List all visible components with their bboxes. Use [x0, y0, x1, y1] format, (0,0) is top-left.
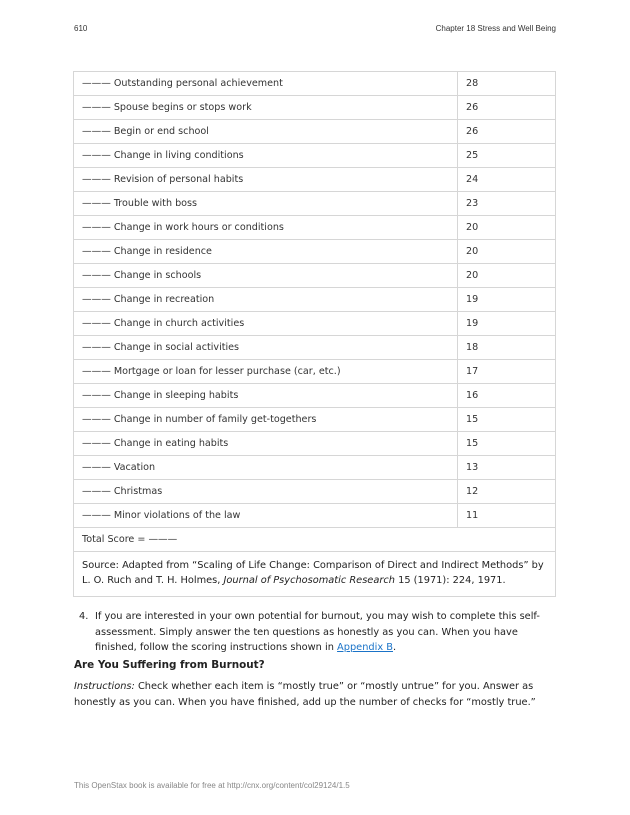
table-row — [74, 360, 556, 384]
life-event-cell: ——— Spouse begins or stops work — [74, 96, 458, 120]
life-event-cell: ——— Mortgage or loan for lesser purchase (car, etc.) — [74, 360, 458, 384]
life-event-cell: ——— Change in schools — [74, 264, 458, 288]
points-cell: 13 — [458, 456, 556, 480]
table-row — [74, 120, 556, 144]
points-cell: 24 — [458, 168, 556, 192]
points-cell: 17 — [458, 360, 556, 384]
list-number: 4. — [79, 611, 89, 622]
source-row — [74, 552, 556, 597]
table-row — [74, 144, 556, 168]
item-text-before: If you are interested in your own potential for burnout, you may wish to complete this self-assessment. Simply answer the ten questions as honestly as you can. When you have finished, follow the scoring instructions shown in — [95, 611, 540, 653]
points-cell: 23 — [458, 192, 556, 216]
item-text-after: . — [393, 642, 397, 653]
table-row — [74, 288, 556, 312]
points-cell: 26 — [458, 96, 556, 120]
instructions-paragraph — [74, 679, 556, 710]
life-event-cell: ——— Minor violations of the law — [74, 504, 458, 528]
life-event-cell: ——— Revision of personal habits — [74, 168, 458, 192]
table-row — [74, 432, 556, 456]
table-row — [74, 264, 556, 288]
life-event-cell: ——— Christmas — [74, 480, 458, 504]
table-row — [74, 168, 556, 192]
table-row — [74, 504, 556, 528]
section-heading: Are You Suffering from Burnout? — [74, 659, 265, 671]
table-row — [74, 312, 556, 336]
life-event-cell: ——— Change in residence — [74, 240, 458, 264]
table-row — [74, 384, 556, 408]
table-row — [74, 408, 556, 432]
table-row — [74, 336, 556, 360]
appendix-b-link[interactable]: Appendix B — [337, 642, 393, 653]
life-event-cell: ——— Vacation — [74, 456, 458, 480]
table-row — [74, 216, 556, 240]
total-score-row — [74, 528, 556, 552]
chapter-title: Chapter 18 Stress and Well Being — [435, 24, 556, 33]
life-event-cell: ——— Begin or end school — [74, 120, 458, 144]
life-event-cell: ——— Outstanding personal achievement — [74, 72, 458, 96]
points-cell: 20 — [458, 240, 556, 264]
life-event-cell: ——— Change in social activities — [74, 336, 458, 360]
life-event-cell: ——— Change in number of family get-togethers — [74, 408, 458, 432]
footer-note: This OpenStax book is available for free at http://cnx.org/content/col29124/1.5 — [74, 781, 350, 790]
points-cell: 15 — [458, 432, 556, 456]
list-item-4 — [74, 609, 556, 656]
journal-title: Journal of Psychosomatic Research — [223, 575, 395, 586]
points-cell: 18 — [458, 336, 556, 360]
table-body — [74, 72, 556, 528]
points-cell: 12 — [458, 480, 556, 504]
points-cell: 11 — [458, 504, 556, 528]
points-cell: 20 — [458, 216, 556, 240]
points-cell: 19 — [458, 288, 556, 312]
life-event-cell: ——— Change in work hours or conditions — [74, 216, 458, 240]
source-prefix: Source: Adapted from “Scaling of Life Change: Comparison of Direct and Indirect Methods” by L. O. Ruch and T. H. Holmes, — [82, 560, 544, 586]
points-cell: 28 — [458, 72, 556, 96]
life-event-cell: ——— Change in sleeping habits — [74, 384, 458, 408]
life-event-cell: ——— Change in eating habits — [74, 432, 458, 456]
life-event-cell: ——— Trouble with boss — [74, 192, 458, 216]
life-event-cell: ——— Change in living conditions — [74, 144, 458, 168]
points-cell: 20 — [458, 264, 556, 288]
table-row — [74, 240, 556, 264]
points-cell: 25 — [458, 144, 556, 168]
list-item-text — [95, 609, 556, 656]
table-row — [74, 192, 556, 216]
points-cell: 26 — [458, 120, 556, 144]
life-event-cell: ——— Change in church activities — [74, 312, 458, 336]
source-citation — [74, 552, 556, 597]
table-row — [74, 480, 556, 504]
page-number: 610 — [74, 24, 88, 33]
points-cell: 19 — [458, 312, 556, 336]
total-score: Total Score = ——— — [74, 528, 556, 552]
instructions-text: Check whether each item is “mostly true” or “mostly untrue” for you. Answer as honestly as you can. When you have finished, add up the number of checks for “mostly true.” — [74, 681, 536, 708]
points-cell: 16 — [458, 384, 556, 408]
life-event-cell: ——— Change in recreation — [74, 288, 458, 312]
table-row — [74, 96, 556, 120]
life-events-table — [73, 71, 556, 597]
points-cell: 15 — [458, 408, 556, 432]
table-row — [74, 456, 556, 480]
source-suffix: 15 (1971): 224, 1971. — [394, 575, 506, 586]
instructions-label: Instructions: — [74, 681, 135, 692]
table-row — [74, 72, 556, 96]
